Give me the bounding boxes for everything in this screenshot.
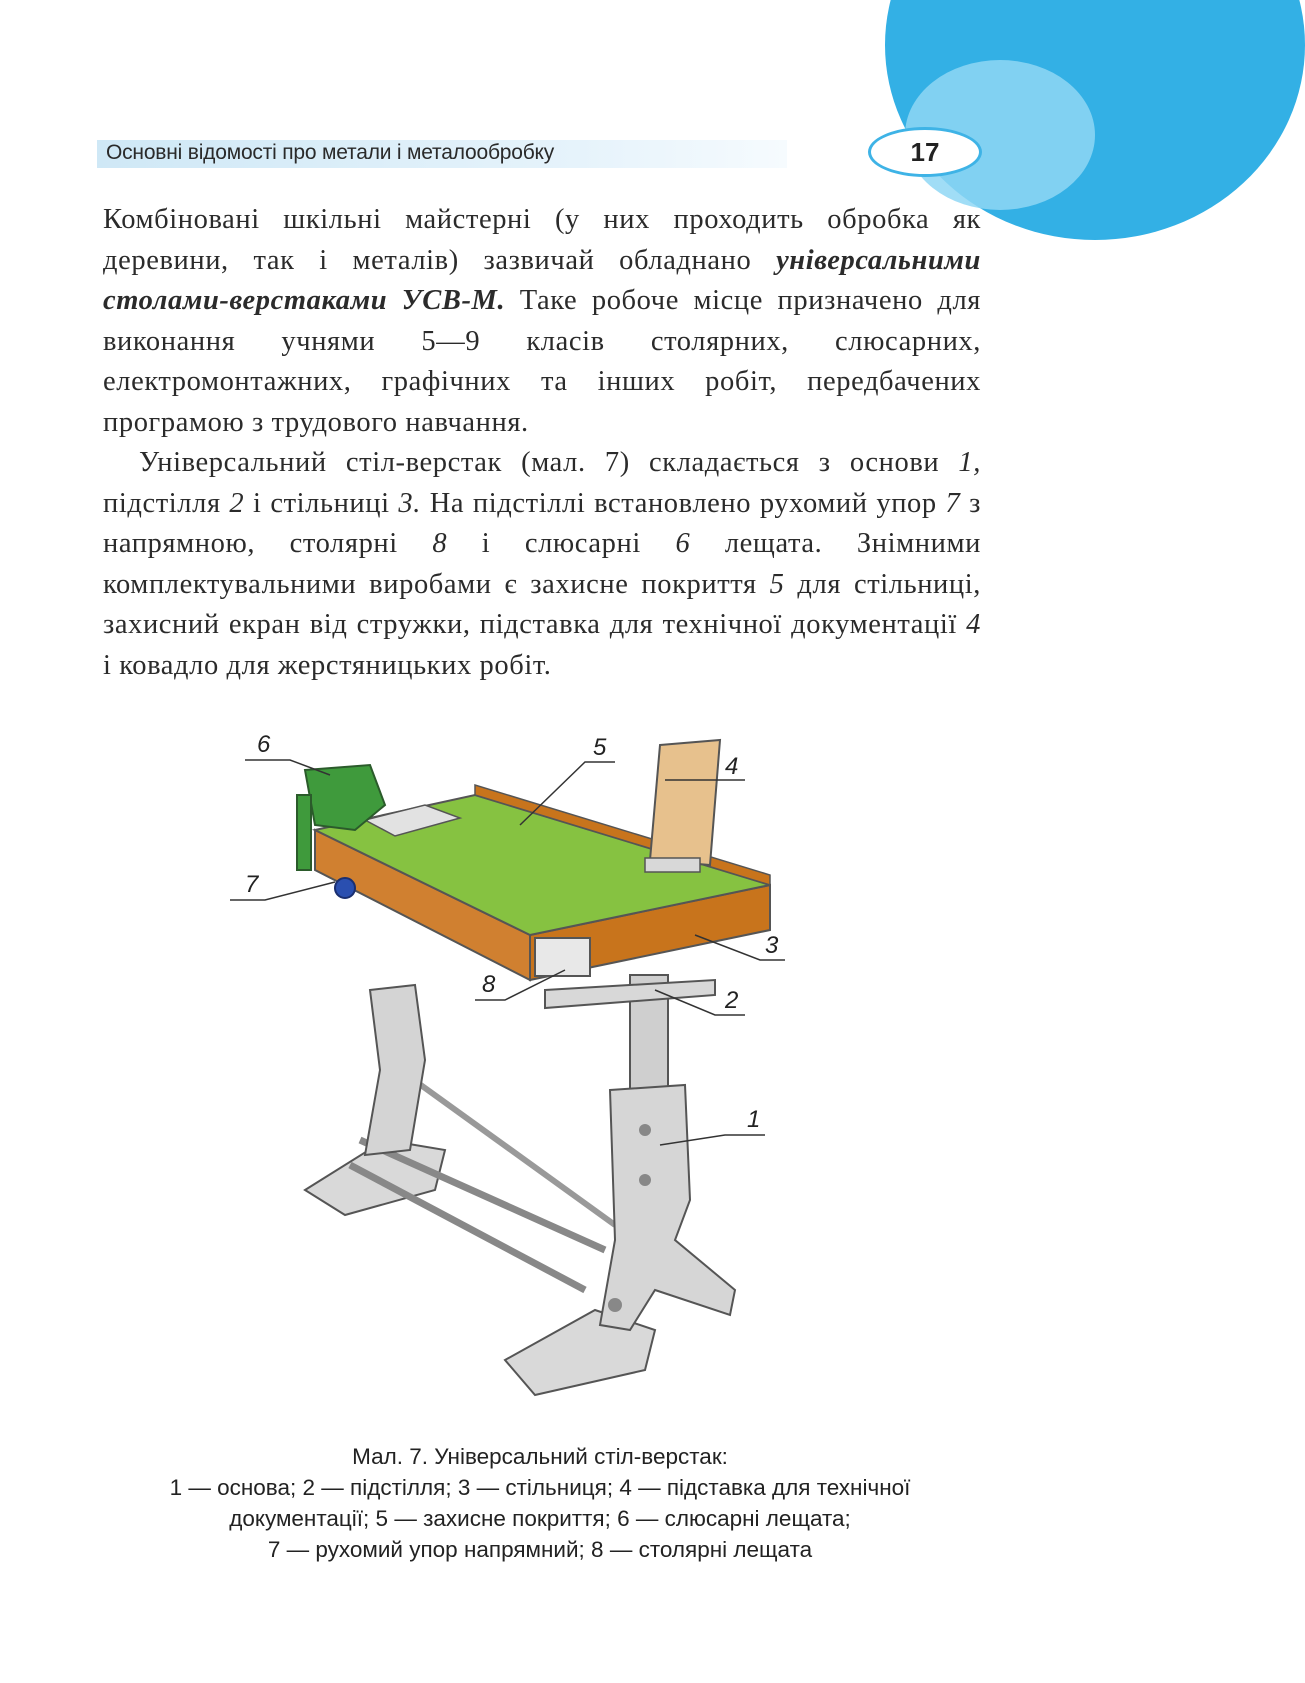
callout-label: 7 [245,871,259,898]
paragraph-2 [103,443,981,686]
leg-left [365,985,425,1155]
paragraph-1 [103,200,981,443]
stop-knob [335,878,355,898]
ref-number: 1, [958,447,981,478]
callout-label: 3 [765,932,779,959]
figure-caption [100,1441,980,1565]
callout-label: 4 [725,753,739,780]
callout-label: 6 [257,731,271,758]
body-text [103,200,981,686]
leg-right [600,1085,735,1330]
workbench-illustration [235,731,855,1420]
text-run: для стільниці, захисний екран від стружки, підставка для технічної документації [103,568,981,640]
callout-label: 5 [593,734,607,761]
carpentry-vise [535,938,590,976]
text-run: лещата. Знімними комплектувальними виробами є захисне покриття [103,528,981,600]
ref-number: 8 [432,528,448,559]
text-run: з напрямною, столярні [103,487,982,559]
vise-screw [297,795,311,870]
text-run: підстілля [103,487,230,519]
caption-legend-line: 1 — основа; 2 — підстілля; 3 — стільниця; 4 — підставка для технічної документації; 5 — захисне покриття; 6 — слюсарні лещата; [169,1475,911,1531]
bolt [608,1298,622,1312]
emphasized-term: універсальними столами-верстаками УСВ-М. [103,244,981,316]
document-stand [650,740,720,865]
ref-number: 2 [229,487,245,519]
callout-label: 2 [725,987,739,1014]
ref-number: 6 [675,528,691,559]
callout-label: 8 [482,971,496,998]
stand-holder [645,858,700,872]
workbench-drawing [235,731,855,1420]
text-run: Таке робоче місце призначено для виконання учнями 5—9 класів столярних, слюсарних, електромонтажних, графічних та інших робіт, передбачених програмою з трудового навчання. [103,285,981,438]
text-run: і ковадло для жерстяницьких робіт. [103,649,552,681]
running-header-title: Основні відомості про метали і металообробку [106,141,555,164]
text-run: На підстіллі встановлено рухомий упор [420,487,946,519]
text-run: Комбіновані шкільні майстерні (у них проходить обробка як деревини, так і металів) зазвичай обладнано [103,204,981,276]
ref-number: 5 [769,568,785,600]
text-run: Універсальний стіл-верстак (мал. 7) складається з основи [139,447,959,478]
ref-number: 7 [945,487,961,519]
caption-title: Мал. 7. Універсальний стіл-верстак: [352,1444,728,1469]
text-run: і слюсарні [447,528,676,559]
bolt [639,1124,651,1136]
caption-legend-line: 7 — рухомий упор напрямний; 8 — столярні лещата [267,1537,813,1562]
ref-number: 4 [966,609,981,640]
bolt [639,1174,651,1186]
ref-number: 3. [398,487,421,519]
text-run: і стільниці [244,487,399,519]
page-number: 17 [868,127,982,177]
callout-label: 1 [747,1106,761,1133]
